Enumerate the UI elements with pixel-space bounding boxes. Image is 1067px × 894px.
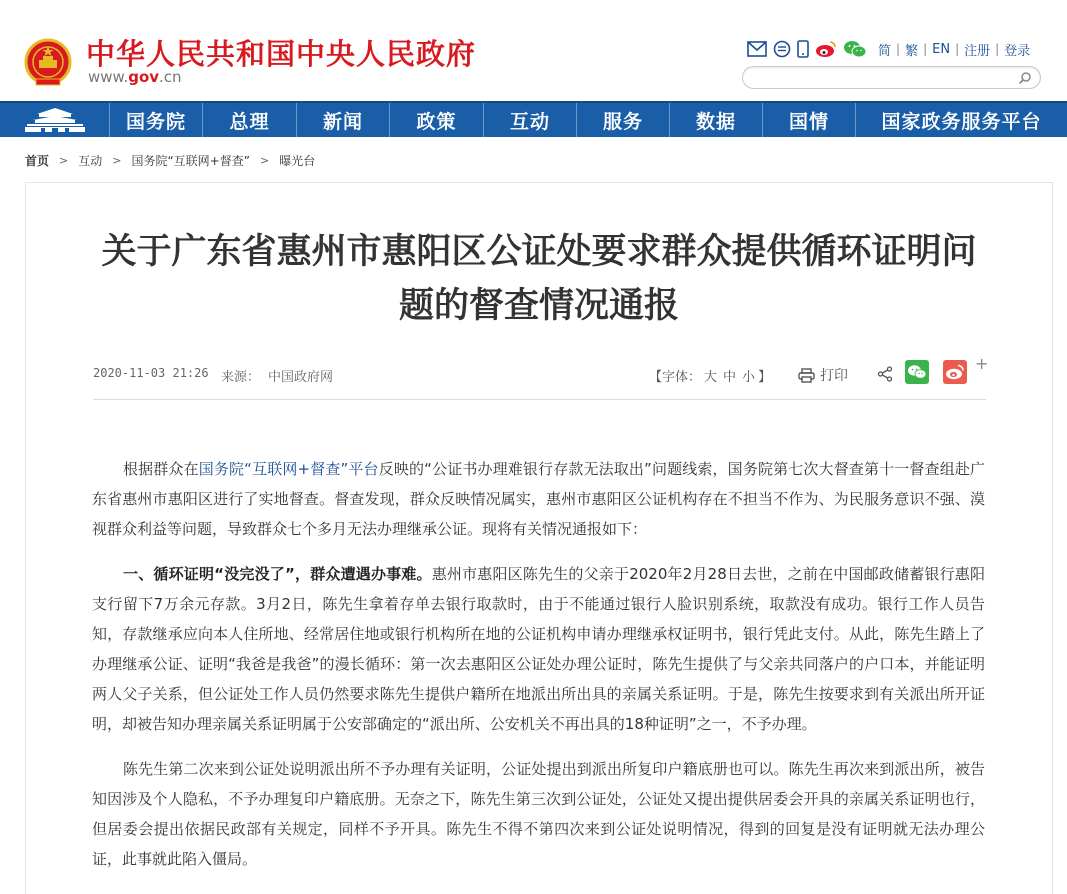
search-icon[interactable] [1018, 71, 1032, 85]
tiananmen-home-icon [23, 107, 87, 133]
article-source [221, 366, 333, 385]
source-name: 中国政府网 [268, 370, 334, 385]
search-input[interactable] [755, 69, 1010, 86]
site-url[interactable] [88, 68, 182, 86]
section-1-heading: 一、循环证明“没完没了”，群众遭遇办事难。 [123, 565, 432, 583]
separator: | [955, 42, 960, 56]
paragraph-2-text: 惠州市惠阳区陈先生的父亲于2020年2月28日去世，之前在中国邮政储蓄银行惠阳支行留下7万余元存款。3月2日，陈先生拿着存单去银行取款时，由于不能通过银行人脸识别系统，取款没有成功。银行工作人员告知，存款继承应向本人住所地、经常居住地或银行机构所在地的公证机构申请办理继承权证明书，银行凭此支付。从此，陈先生踏上了办理继承公证、证明“我爸是我爸”的漫长循环：第一次去惠阳区公证处办理公证时，陈先生提供了与父亲共同落户的户口本，并能证明两人父子关系，但公证处工作人员仍然要求陈先生提供户籍所在地派出所出具的亲属关系证明。于是，陈先生按要求到有关派出所开证明，却被告知办理亲属关系证明属于公安部确定的“派出所、公安机关不再出具的18种证明”之一，不予办理。 [92, 565, 985, 733]
font-size-medium-button[interactable]: 中 [723, 370, 737, 385]
nav-item-premier[interactable]: 总理 [203, 103, 297, 137]
share-icon[interactable] [877, 366, 893, 382]
lang-simplified-link[interactable]: 简 [878, 43, 892, 59]
url-suffix: .cn [159, 68, 182, 86]
url-domain: gov [128, 68, 160, 86]
breadcrumb-internet-supervision[interactable]: 国务院“互联网+督查” [131, 153, 250, 168]
chevron-right-icon: > [112, 153, 122, 167]
font-size-large-button[interactable]: 大 [704, 370, 718, 385]
paragraph-2 [92, 559, 985, 739]
register-link[interactable]: 注册 [964, 43, 991, 59]
login-link[interactable]: 登录 [1004, 43, 1031, 59]
nav-item-national-info[interactable]: 国情 [763, 103, 856, 137]
internet-supervision-platform-link[interactable]: 国务院“互联网+督查”平台 [198, 460, 379, 478]
url-prefix: www. [88, 68, 129, 86]
article-body [92, 454, 985, 889]
breadcrumb-exposure-platform[interactable]: 曝光台 [279, 153, 316, 168]
font-size-small-button[interactable]: 小 [742, 370, 756, 385]
breadcrumb-interaction[interactable]: 互动 [78, 153, 103, 168]
print-label: 打印 [820, 368, 848, 384]
weibo-icon [945, 364, 965, 380]
mail-icon[interactable] [747, 41, 767, 57]
separator: | [896, 42, 901, 56]
chevron-right-icon: > [59, 153, 69, 167]
nav-item-interaction[interactable]: 互动 [484, 103, 577, 137]
separator: | [923, 42, 928, 56]
paragraph-1-rest: 反映的“公证书办理难银行存款无法取出”问题线索，国务院第七次大督查第十一督查组赴广东省惠州市惠阳区进行了实地督查。督查发现，群众反映情况属实，惠州市惠阳区公证机构存在不担当不作为、为民服务意识不强、漠视群众利益等问题，导致群众七个多月无法办理继承公证。现将有关情况通报如下： [92, 460, 985, 538]
site-title[interactable]: 中华人民共和国中央人民政府 [86, 37, 477, 71]
search-box [742, 66, 1041, 89]
paragraph-1-lead: 根据群众在 [123, 460, 199, 478]
weibo-share-button[interactable] [943, 360, 967, 384]
wechat-share-button[interactable] [905, 360, 929, 384]
national-emblem-icon[interactable] [24, 38, 72, 88]
source-label: 来源： [221, 370, 261, 385]
nav-item-state-council[interactable]: 国务院 [110, 103, 203, 137]
wechat-icon [907, 364, 927, 380]
chevron-right-icon: > [259, 153, 270, 167]
font-size-prefix: 【字体： [649, 370, 702, 385]
site-header [0, 0, 1067, 101]
printer-icon [798, 368, 815, 383]
nav-item-gov-service-platform[interactable]: 国家政务服务平台 [881, 110, 1042, 133]
nav-item-policy[interactable]: 政策 [390, 103, 484, 137]
nav-item-services[interactable]: 服务 [577, 103, 670, 137]
wechat-icon[interactable] [843, 40, 867, 58]
main-nav [0, 101, 1067, 137]
breadcrumb [25, 152, 315, 168]
breadcrumb-home[interactable]: 首页 [25, 153, 50, 168]
article-meta [93, 354, 989, 393]
article-title: 关于广东省惠州市惠阳区公证处要求群众提供循环证明问题的督查情况通报 [101, 232, 977, 326]
mobile-icon[interactable] [797, 40, 809, 58]
top-toolbar [747, 38, 1035, 60]
chat-bubble-icon[interactable] [773, 40, 791, 58]
weibo-icon[interactable] [815, 40, 837, 58]
lang-english-link[interactable]: EN [932, 41, 951, 57]
font-size-control [649, 366, 771, 385]
paragraph-1 [92, 454, 985, 544]
meta-divider [93, 399, 986, 400]
nav-home-link[interactable] [0, 103, 110, 137]
nav-item-data[interactable]: 数据 [670, 103, 763, 137]
separator: | [995, 42, 1000, 56]
lang-traditional-link[interactable]: 繁 [905, 43, 919, 59]
print-button[interactable] [798, 365, 848, 385]
publish-date: 2020-11-03 21:26 [93, 366, 209, 380]
nav-item-news[interactable]: 新闻 [297, 103, 390, 137]
paragraph-3: 陈先生第二次来到公证处说明派出所不予办理有关证明，公证处提出到派出所复印户籍底册也可以。陈先生再次来到派出所，被告知因涉及个人隐私，不予办理复印户籍底册。无奈之下，陈先生第三次到公证处，公证处又提出提供居委会开具的亲属关系证明也行，但居委会提出依据民政部有关规定，同样不予开具。陈先生不得不第四次来到公证处说明情况，得到的回复是没有证明就无法办理公证，此事就此陷入僵局。 [92, 760, 985, 868]
font-size-suffix: 】 [758, 370, 772, 385]
more-share-button[interactable]: + [975, 354, 989, 373]
